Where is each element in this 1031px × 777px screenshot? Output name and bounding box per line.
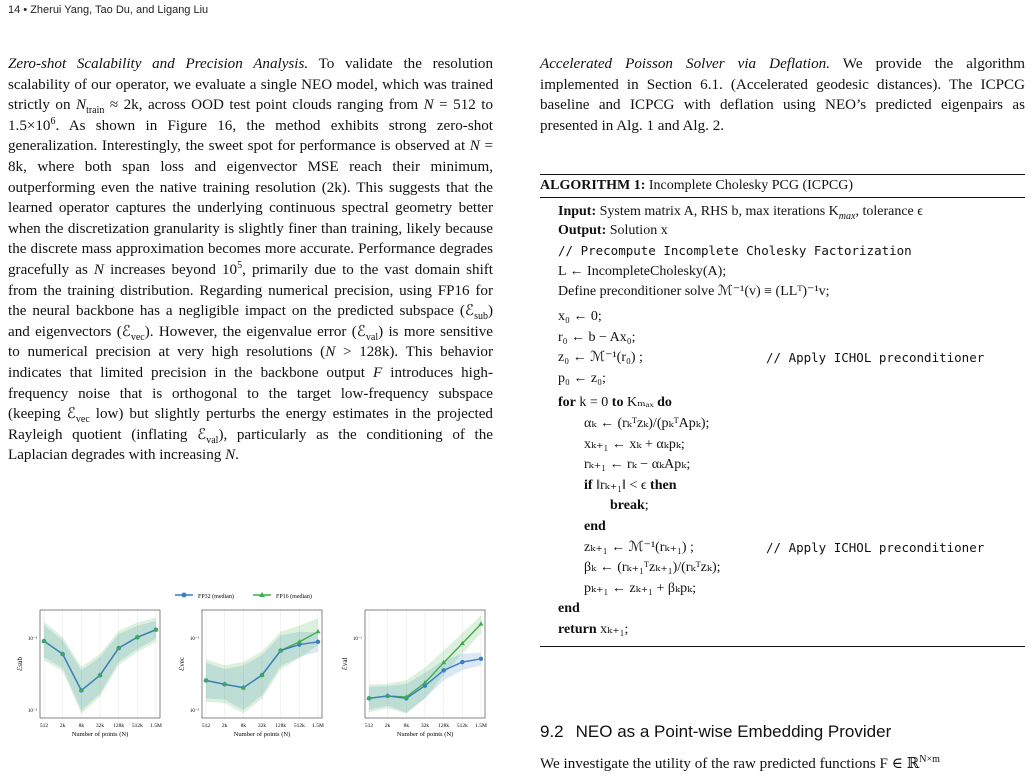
- algo-line: rₖ₊₁ ← rₖ − αₖApₖ;: [584, 457, 691, 473]
- algo-line: αₖ ← (rₖᵀzₖ)/(pₖᵀApₖ);: [584, 415, 710, 431]
- algo-comment: // Precompute Incomplete Cholesky Factorization: [558, 243, 912, 259]
- algo-return: return xₖ₊₁;: [558, 621, 629, 637]
- y-axis-label: ℰsub: [16, 657, 24, 671]
- y-tick-label: 10⁻³: [27, 637, 37, 642]
- algo-end: end: [584, 518, 606, 534]
- y-tick-label: 10⁻¹: [189, 637, 199, 642]
- algo-line: x₀ ← 0;: [558, 308, 602, 324]
- section-intro: We investigate the utility of the raw predicted functions F ∈ ℝ$^{N\times m}$: [540, 753, 940, 772]
- x-tick-label: 128k: [275, 723, 287, 729]
- x-axis-label: Number of points (N): [396, 731, 454, 738]
- algo-line: βₖ ← (rₖ₊₁ᵀzₖ₊₁)/(rₖᵀzₖ);: [584, 560, 721, 576]
- x-tick-label: 512: [364, 723, 374, 729]
- algo-line: zₖ₊₁ ← ℳ⁻¹(rₖ₊₁) ; // Apply ICHOL preconditioner: [584, 539, 985, 555]
- x-tick-label: 512k: [456, 723, 468, 729]
- x-tick-label: 512k: [131, 723, 143, 729]
- algo-input: Input: System matrix A, RHS b, max iterations $K_{max}$, tolerance ϵ: [558, 204, 923, 222]
- x-tick-label: 2k: [221, 723, 228, 729]
- x-tick-label: 8k: [403, 723, 410, 729]
- y-axis-label: ℰval: [341, 657, 349, 671]
- legend-marker-fp32: [182, 593, 187, 598]
- algo-output: Output: Solution x: [558, 222, 668, 238]
- algo-if: if ‖rₖ₊₁‖ < ϵ then: [584, 477, 677, 493]
- point-fp32: [441, 668, 445, 672]
- algorithm-body: [540, 198, 1025, 646]
- x-tick-label: 1.5M: [312, 723, 324, 729]
- point-fp32: [316, 640, 320, 644]
- algo-end: end: [558, 601, 580, 617]
- algorithm-box: [540, 174, 1025, 647]
- algo-line: Define preconditioner solve ℳ⁻¹(v) ≡ (LLᵀ)⁻¹v;: [558, 284, 830, 300]
- point-fp32: [479, 657, 483, 661]
- x-axis-label: Number of points (N): [233, 731, 291, 738]
- algo-for: for k = 0 to Kₘₐₓ do: [558, 395, 672, 411]
- x-tick-label: 8k: [78, 723, 85, 729]
- algo-line: z₀ ← ℳ⁻¹(r₀) ; // Apply ICHOL preconditioner: [558, 350, 985, 366]
- poisson-paragraph: Accelerated Poisson Solver via Deflation. We provide the algorithm implemented in Section 6.1. (Accelerated geodesic distances). The ICPCG baseline and ICPCG with deflation using NEO’s predicted eigenpairs as presented in Alg. 1 and Alg. 2.: [540, 56, 1025, 134]
- y-axis-label: ℰvec: [178, 657, 186, 671]
- x-axis-label: Number of points (N): [71, 731, 129, 738]
- algo-line: xₖ₊₁ ← xₖ + αₖpₖ;: [584, 436, 685, 452]
- x-tick-label: 128k: [438, 723, 450, 729]
- x-tick-label: 1.5M: [475, 723, 487, 729]
- algorithm-title: ALGORITHM 1: Incomplete Cholesky PCG (ICPCG): [540, 175, 1025, 198]
- point-fp32: [460, 660, 464, 664]
- left-column: [8, 54, 493, 466]
- scalability-figure: [10, 585, 510, 755]
- x-tick-label: 32k: [257, 723, 267, 729]
- x-tick-label: 2k: [384, 723, 391, 729]
- algo-break: break;: [610, 498, 649, 514]
- algo-line: L ← IncompleteCholesky(A);: [558, 263, 727, 279]
- x-tick-label: 8k: [240, 723, 247, 729]
- x-tick-label: 512k: [293, 723, 305, 729]
- section-heading: 9.2 NEO as a Point-wise Embedding Provider: [540, 722, 892, 741]
- legend-label-fp32: FP32 (median): [198, 594, 234, 600]
- x-tick-label: 512: [39, 723, 49, 729]
- algo-line: r₀ ← b − Ax₀;: [558, 329, 636, 345]
- x-tick-label: 2k: [59, 723, 66, 729]
- x-tick-label: 32k: [420, 723, 430, 729]
- algo-line: pₖ₊₁ ← zₖ₊₁ + βₖpₖ;: [584, 580, 697, 596]
- y-tick-label: 10⁻²: [189, 709, 199, 714]
- x-tick-label: 128k: [113, 723, 125, 729]
- y-tick-label: 10⁻¹: [352, 637, 362, 642]
- scalability-paragraph: Zero-shot Scalability and Precision Analysis. To validate the resolution scalability of our operator, we evaluate a single NEO model, which was trained strictly on $N_{train} \approx 2k$, across OOD test point clouds ranging from N = 512 to $1.5\times 10^6$. As shown in Figure 16, the method exhibits strong zero-shot generalization. Interestingly, the sweet spot for performance is observed at N = 8k, where both span loss and eigenvector MSE reach their minimum, outperforming even the native training resolution (2k). This suggests that the learned operator captures the underlying continuous spectral geometry better when the discretization granularity is slightly finer than training, likely because the discrete mass approximation becomes more accurate. Performance degrades gracefully as N increases beyond $10^5$, primarily due to the vast domain shift from the training distribution. Regarding numerical precision, using FP16 for the neural backbone has a negligible impact on the predicted subspace (ℰ$_{sub}$) and eigenvectors (ℰ$_{vec}$). However, the eigenvalue error (ℰ$_{val}$) is more sensitive to numerical precision at very high resolutions (N > 128k). This behavior indicates that limited precision in the backbone output F introduces high-frequency noise that is orthogonal to the target low-frequency subspace (keeping ℰ$_{vec}$ low) but slightly perturbs the energy estimates in the projected Rayleigh quotient (inflating ℰ$_{val}$), particularly as the conditioning of the Laplacian degrades with increasing N.: [8, 56, 494, 464]
- legend-label-fp16: FP16 (median): [276, 594, 312, 600]
- right-column: [540, 54, 1025, 136]
- running-header: 14 • Zherui Yang, Tao Du, and Ligang Liu: [8, 4, 209, 16]
- x-tick-label: 32k: [95, 723, 105, 729]
- y-tick-label: 10⁻²: [27, 709, 37, 714]
- algo-line: p₀ ← z₀;: [558, 370, 606, 386]
- x-tick-label: 512: [201, 723, 211, 729]
- x-tick-label: 1.5M: [150, 723, 162, 729]
